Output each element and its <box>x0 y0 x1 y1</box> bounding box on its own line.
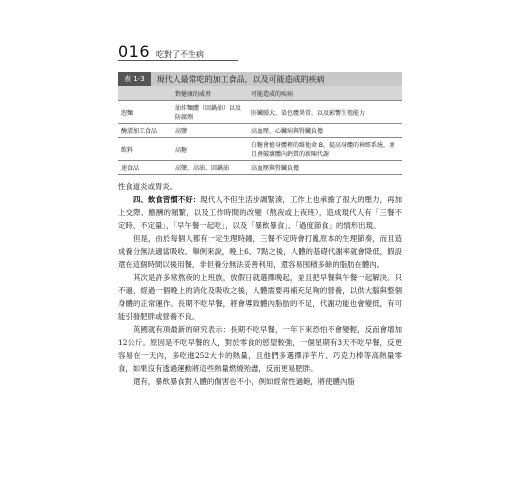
table-row <box>118 138 402 161</box>
table-title: 現代人最常吃的加工食品，以及可能造成的疾病 <box>156 74 325 84</box>
column-header <box>118 86 172 101</box>
table-row <box>118 161 402 175</box>
disease-cell: 白糖會搶身體裡的維他命 B，提高身體的神經系統，並且會破壞體內鈣質的新陳代謝 <box>248 138 402 161</box>
food-disease-table <box>118 86 402 175</box>
column-header: 對健康的威脅 <box>172 86 248 101</box>
food-cell: 醃漬加工食品 <box>118 124 172 138</box>
page-header <box>118 42 204 61</box>
paragraph: 英國就有項最新的研究表示：長期不吃早餐，一年下來恐怕不會變輕，反而會增加12公斤。原因是不吃早餐的人，對於零食的慾望較強，一個星期有3天不吃早餐，反更容易在一天內，多吃進252大卡的熱量，且他們多選擇洋芋片、巧克力棒等高熱量零食，如果沒有透過運動將這些熱量燃燒殆盡，反而更易肥胖。 <box>118 325 402 373</box>
disease-cell: 高血壓、心臟病與腎臟負擔 <box>248 124 402 138</box>
book-title: 吃對了不生病 <box>156 50 205 59</box>
disease-cell: 高血壓與腎臟負擔 <box>248 161 402 175</box>
section-heading: 四、飲食習慣不好： <box>133 195 201 204</box>
paragraph-continuation: 性食道炎或胃炎。 <box>118 182 178 191</box>
threat-cell: 高鹽、高油、回鍋油 <box>172 161 248 175</box>
food-cell: 速食品 <box>118 161 172 175</box>
paragraph: 但是，由於每個人都有一定生理時鐘，三餐不定時會打亂原本的生理節奏，而且造成養分無法適當吸收。舉例來說，晚上6、7點之後，人體的基礎代謝率就會降低，假設還在這個時間以後用餐，非但養分無法妥善利用，還容易囤積多餘的脂肪在體內。 <box>118 234 402 269</box>
table-tag: 表 1-3 <box>118 72 151 86</box>
disease-cell: 肝臟腫大、染色體異常，以及影響生殖能力 <box>248 101 402 124</box>
table-row <box>118 124 402 138</box>
paragraph: 還有，暴飲暴食對人體的傷害也不小，例如經常性過飽，將使體內脂 <box>133 377 355 386</box>
paragraph <box>118 193 402 232</box>
paragraph: 其次是許多常熬夜的上班族，放假日就選擇晚起，並且把早餐與午餐一起解決。只不過，經過一個晚上的消化及吸收之後，人體需要再補充足夠的營養，以供大腦與整個身體的正常運作。長期不吃早餐，將會導致體內脂肪的不足，代謝功能也會變低，有可能引發肥胖或營養不良。 <box>118 273 402 321</box>
food-disease-table-block <box>118 72 402 175</box>
table-row <box>118 101 402 124</box>
column-header: 可能造成的疾病 <box>248 86 402 101</box>
table-header-row <box>118 86 402 101</box>
threat-cell: 高鹽 <box>172 124 248 138</box>
food-cell: 飲料 <box>118 138 172 161</box>
threat-cell: 油炸麵體（回鍋油）以及防腐劑 <box>172 101 248 124</box>
threat-cell: 高糖 <box>172 138 248 161</box>
page-number: 016 <box>118 42 151 61</box>
paragraph-text: 現代人不但生活步調緊湊，工作上也承擔了很大的壓力，再加上交際、應酬的頻繁，以及工作時間的改變（熬夜或上夜班），造成現代人有「三餐不定時、不定量」，「早午餐一起吃」，以及「暴飲暴食」、「過度節食」的情形出現。 <box>118 195 402 230</box>
body-text <box>118 180 402 388</box>
table-caption <box>118 72 402 86</box>
header-rule <box>118 60 238 61</box>
food-cell: 泡麵 <box>118 101 172 124</box>
